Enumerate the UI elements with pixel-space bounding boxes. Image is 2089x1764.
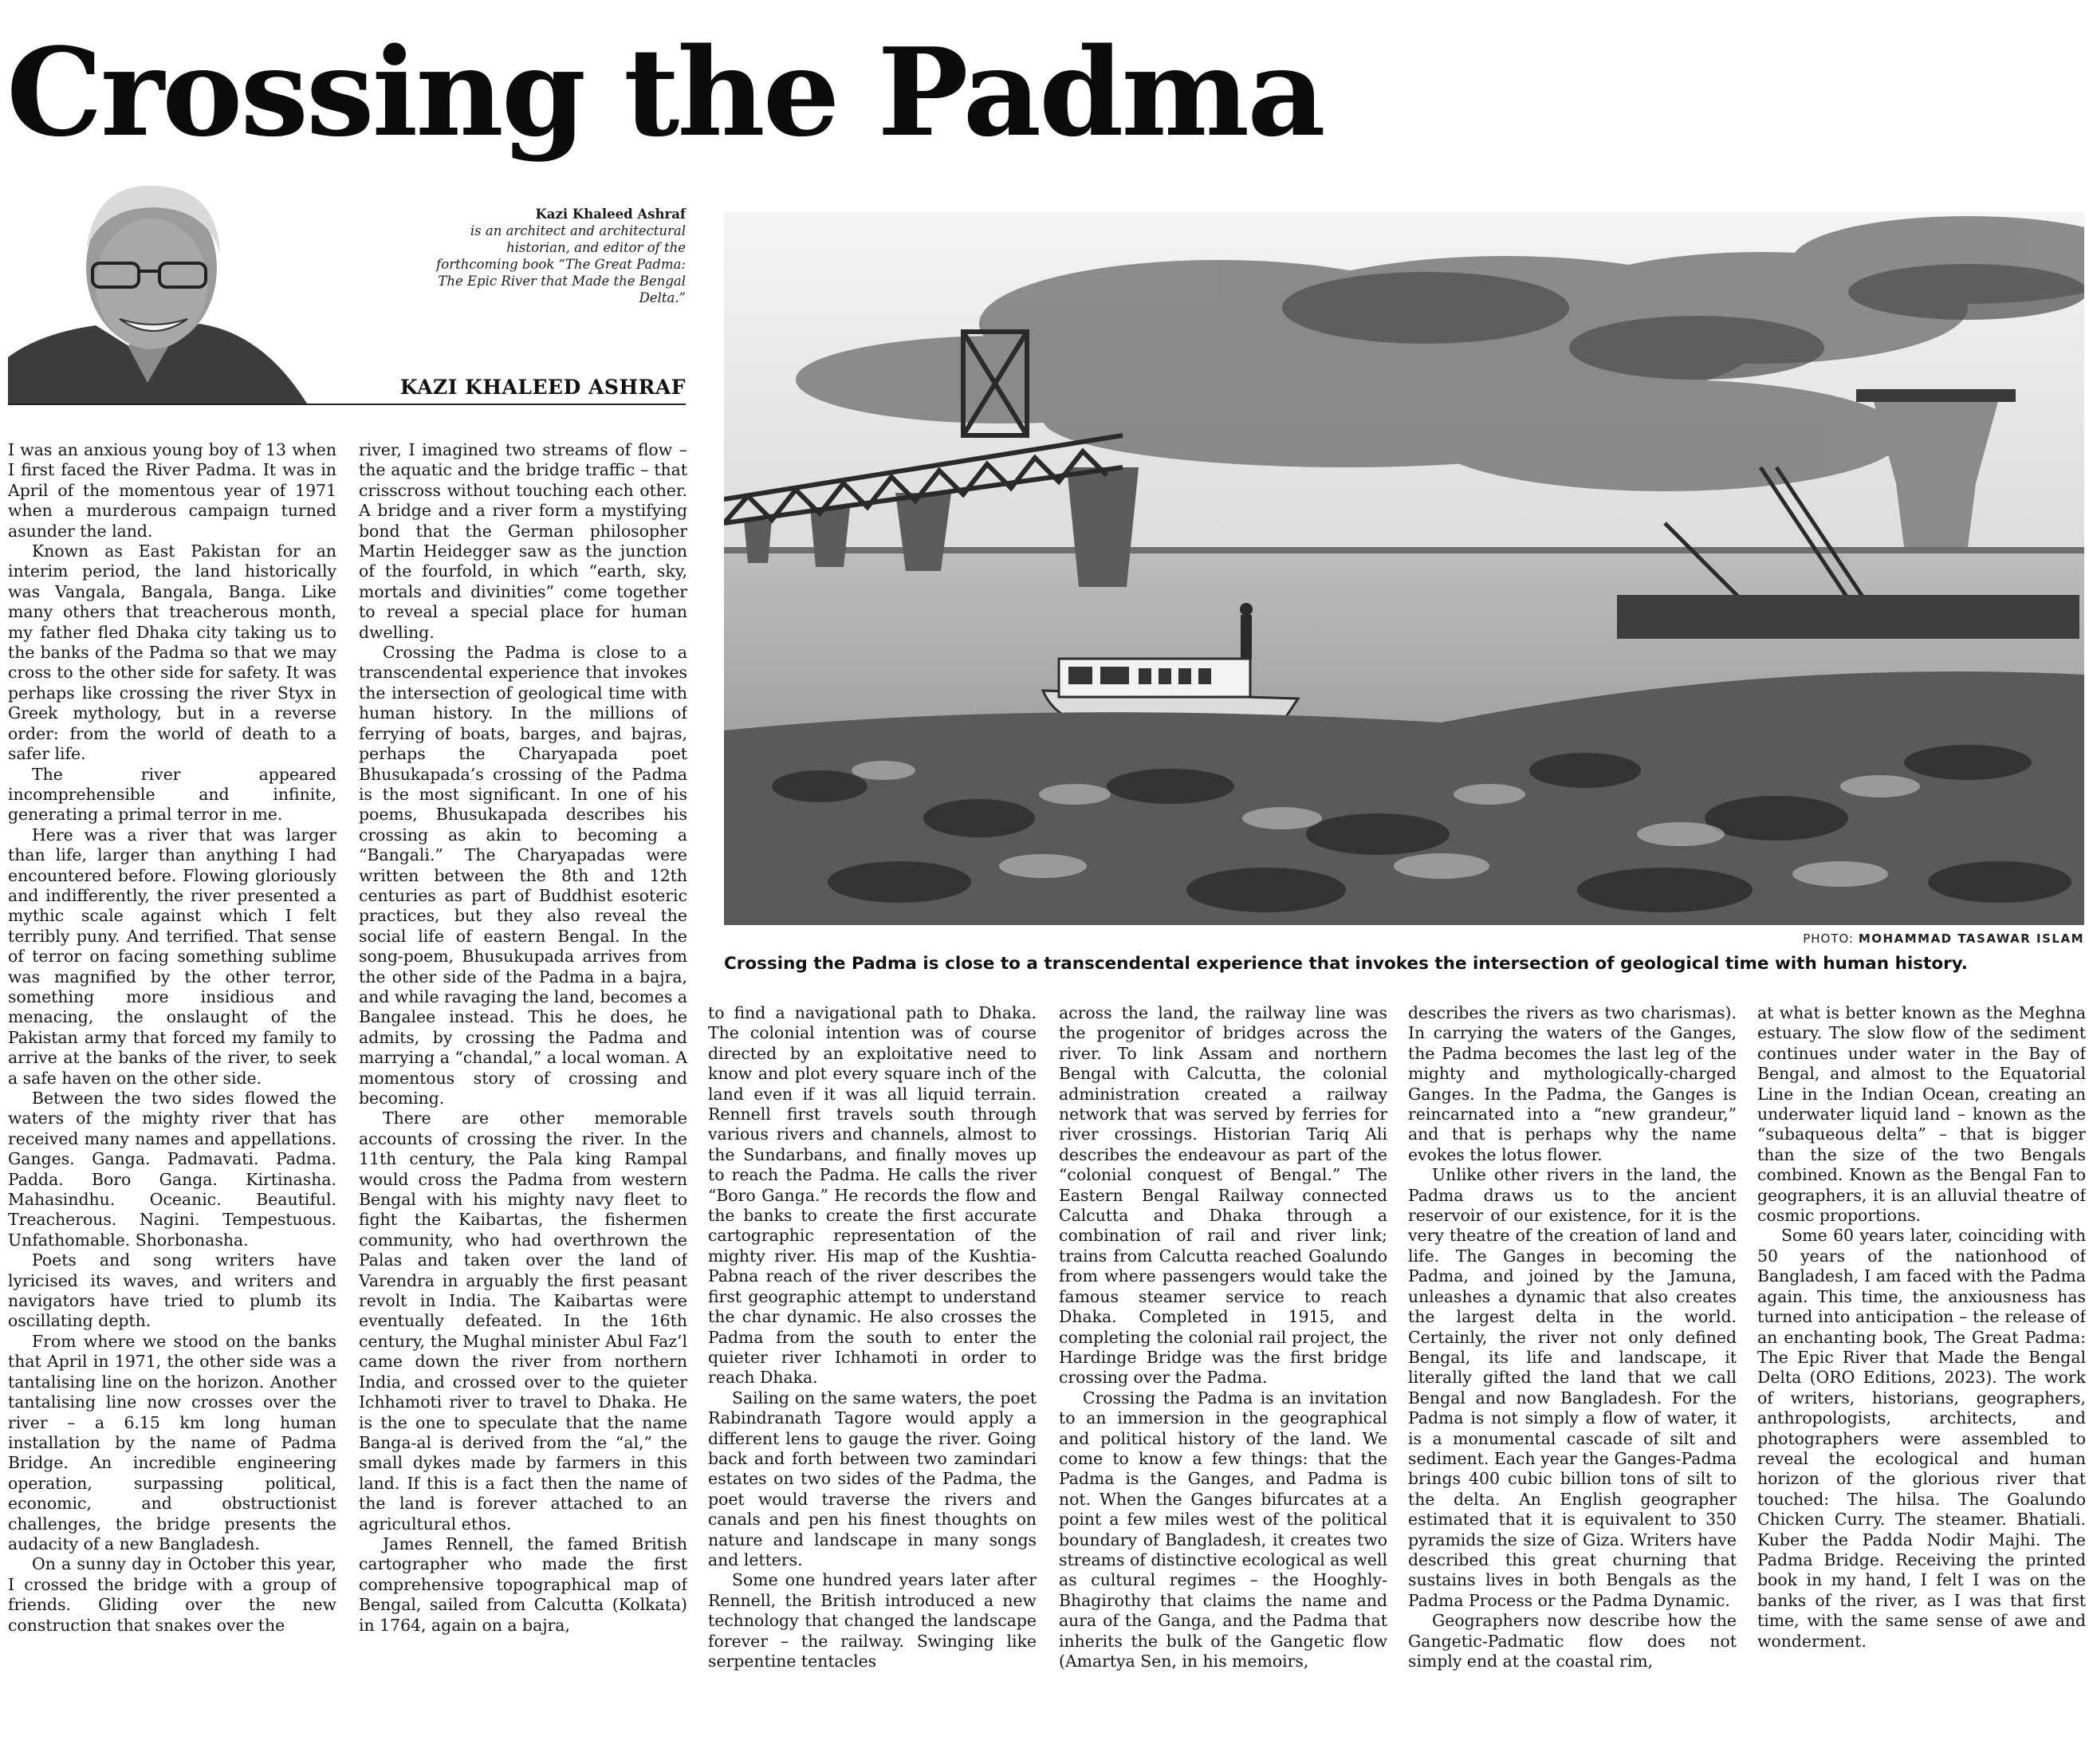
bio-text: is an architect and architectural historian, and editor of the forthcoming book “The Great Padma: The Epic River that Made the Bengal Delta.” [436,223,686,305]
paragraph: Sailing on the same waters, the poet Rabindranath Tagore would apply a different lens to gauge the river. Going back and forth between two zamindari estates on two sides of the Padma, the poet would traverse the rivers and canals and pen his finest thoughts on nature and landscape in many songs and letters. [708,1388,1037,1569]
paragraph: Some 60 years later, coinciding with 50 years of the nationhood of Bangladesh, I am faced with the Padma again. This time, the anxiousness has turned into anticipation – the release of an enchanting book, The Great Padma: The Epic River that Made the Bengal Delta (ORO Editions, 2023). The work of writers, historians, geographers, anthropologists, architects, and photographers were assembled to reveal the ecological and human horizon of the glorious river that touched: The hilsa. The Goalundo Chicken Curry. The steamer. Bhatiali. Kuber the Padda Nodir Majhi. The Padma Bridge. Receiving the printed book in my hand, I felt I was on the banks of the river, as I was that first time, with the same sense of awe and wonderment. [1757,1226,2086,1651]
bio-name: Kazi Khaleed Ashraf [535,207,686,222]
paragraph: at what is better known as the Meghna estuary. The slow flow of the sediment continues under water in the Bay of Bengal, and almost to the Equatorial Line in the Indian Ocean, creating an underwater liquid land – known as the “subaqueous delta” – that is bigger than the size of the two Bengals combined. Known as the Bengal Fan to geographers, it is an alluvial theatre of cosmic proportions. [1757,1003,2086,1226]
credit-name: MOHAMMAD TASAWAR ISLAM [1858,931,2084,946]
paragraph: Poets and song writers have lyricised its waves, and writers and navigators have tried to plumb its oscillating depth. [8,1250,336,1331]
paragraph: Known as East Pakistan for an interim period, the land historically was Vangala, Bangala, Banga. Like many others that treacherous month, my father fled Dhaka city taking us to the banks of the Padma so that we may cross to the other side for safety. It was perhaps like crossing the river Styx in Greek mythology, but in a reverse order: from the world of death to a safer life. [8,541,336,764]
photo-credit [1803,931,2084,946]
paragraph: Crossing the Padma is close to a transcendental experience that invokes the intersection of geological time with human history. In the millions of ferrying of boats, barges, and bajras, perhaps the Charyapada poet Bhusukapada’s crossing of the Padma is the most significant. In one of his poems, Bhusukapada describes his crossing as akin to becoming a “Bangali.” The Charyapadas were written between the 8th and 12th centuries as part of Buddhist esoteric practices, but they also reveal the social life of eastern Bengal. In the song-poem, Bhusukupada arrives from the other side of the Padma in a bajra, and while ravaging the land, becomes a Bangalee instead. This he does, he admits, by crossing the Padma and marrying a “chandal,” a local woman. A momentous story of crossing and becoming. [359,643,687,1108]
headline: Crossing the Padma [6,21,1324,163]
article-column-5 [1408,1003,1737,1756]
paragraph: Unlike other rivers in the land, the Padma draws us to the ancient reservoir of our existence, for it is the very theatre of the creation of land and life. The Ganges in becoming the Padma, and joined by the Jamuna, unleashes a dynamic that also creates the largest delta in the world. Certainly, the river not only defined Bengal, its life and landscape, it literally gifted the land that we call Bengal and now Bangladesh. For the Padma is not simply a flow of water, it is a monumental cascade of silt and sediment. Each year the Ganges-Padma brings 400 cubic billion tons of silt to the delta. An English geographer estimated that it is equivalent to 350 pyramids the size of Giza. Writers have described this great churning that sustains lives in both Bengals as the Padma Process or the Padma Dynamic. [1408,1165,1737,1610]
article-column-6 [1757,1003,2086,1756]
paragraph: Crossing the Padma is an invitation to an immersion in the geographical and political history of the land. We come to know a few things: that the Padma is the Ganges, and Padma is not. When the Ganges bifurcates at a point a few miles west of the political boundary of Bangladesh, it creates two streams of distinctive ecological as well as cultural regimes – the Hooghly-Bhagirothy that claims the name and aura of the Ganga, and the Padma that inherits the bulk of the Gangetic flow (Amartya Sen, in his memoirs, [1059,1388,1387,1671]
byline: KAZI KHALEED ASHRAF [399,376,686,399]
article-column-2 [359,440,687,1756]
paragraph: Here was a river that was larger than life, larger than anything I had encountered before. Flowing gloriously and indifferently, the river presented a mythic scale against which I felt terribly puny. And terrified. That sense of terror on facing something sublime was magnified by the other terror, something more insidious and menacing, the onslaught of the Pakistan army that forced my family to arrive at the banks of the river, to seek a safe haven on the other side. [8,825,336,1088]
credit-label: PHOTO: [1803,931,1855,946]
author-bio [423,206,686,306]
paragraph: I was an anxious young boy of 13 when I first faced the River Padma. It was in April of the momentous year of 1971 when a murderous campaign turned asunder the land. [8,440,336,541]
paragraph: The river appeared incomprehensible and infinite, generating a primal terror in me. [8,764,336,825]
paragraph: to find a navigational path to Dhaka. The colonial intention was of course directed by an exploitative need to know and plot every square inch of the land even if it was all liquid terrain. Rennell first travels south through various rivers and channels, almost to the Sundarbans, and finally moves up to reach the Padma. He calls the river “Boro Ganga.” He records the flow and the banks to create the first accurate cartographic representation of the mighty river. His map of the Kushtia-Pabna reach of the river describes the first geographic attempt to understand the char dynamic. He also crosses the Padma from the south to enter the quieter river Ichhamoti in order to reach Dhaka. [708,1003,1037,1388]
paragraph: On a sunny day in October this year, I crossed the bridge with a group of friends. Gliding over the new construction that snakes over the [8,1554,336,1635]
main-photo [724,212,2084,925]
byline-rule [8,404,686,405]
article-column-1 [8,440,336,1756]
bridge-photo-illustration [724,212,2084,925]
paragraph: across the land, the railway line was the progenitor of bridges across the river. To link Assam and northern Bengal with Calcutta, the colonial administration created a railway network that was served by ferries for river crossings. Historian Tariq Ali describes the endeavour as part of the “colonial conquest of Bengal.” The Eastern Bengal Railway connected Calcutta and Dhaka through a combination of rail and river link; trains from Calcutta reached Goalundo from where passengers would take the famous steamer service to reach Dhaka. Completed in 1915, and completing the colonial rail project, the Hardinge Bridge was the first bridge crossing over the Padma. [1059,1003,1387,1388]
author-portrait [8,174,311,404]
paragraph: There are other memorable accounts of crossing the river. In the 11th century, the Pala king Rampal would cross the Padma from western Bengal with his mighty navy fleet to fight the Kaibartas, the fishermen community, who had overthrown the Palas and taken over the land of Varendra in arguably the first peasant revolt in India. The Kaibartas were eventually defeated. In the 16th century, the Mughal minister Abul Faz’l came down the river from northern India, and crossed over to the quieter Ichhamoti river to travel to Dhaka. He is the one to speculate that the name Banga-al is derived from the “al,” the small dykes made by farmers in this land. If this is a fact then the name of the land is forever attached to an agricultural ethos. [359,1108,687,1534]
photo-caption: Crossing the Padma is close to a transcendental experience that invokes the intersection of geological time with human history. [724,954,1968,974]
paragraph: river, I imagined two streams of flow – the aquatic and the bridge traffic – that crisscross without touching each other. A bridge and a river form a mystifying bond that the German philosopher Martin Heidegger saw as the junction of the fourfold, in which “earth, sky, mortals and divinities” come together to reveal a special place for human dwelling. [359,440,687,642]
paragraph: Some one hundred years later after Rennell, the British introduced a new technology that changed the landscape forever – the railway. Swinging like serpentine tentacles [708,1570,1037,1671]
paragraph: Geographers now describe how the Gangetic-Padmatic flow does not simply end at the coastal rim, [1408,1611,1737,1671]
author-block [8,174,686,405]
paragraph: From where we stood on the banks that April in 1971, the other side was a tantalising line on the horizon. Another tantalising line now crosses over the river – a 6.15 km long human installation by the name of Padma Bridge. An incredible engineering operation, surpassing political, economic, and obstructionist challenges, the bridge presents the audacity of a new Bangladesh. [8,1331,336,1553]
article-column-4 [1059,1003,1387,1756]
paragraph: James Rennell, the famed British cartographer who made the first comprehensive topographical map of Bengal, sailed from Calcutta (Kolkata) in 1764, again on a bajra, [359,1534,687,1635]
article-column-3 [708,1003,1037,1756]
paragraph: describes the rivers as two charismas). In carrying the waters of the Ganges, the Padma becomes the last leg of the mighty and mythologically-charged Ganges. In the Padma, the Ganges is reincarnated into a “new grandeur,” and that is perhaps why the name evokes the lotus flower. [1408,1003,1737,1164]
paragraph: Between the two sides flowed the waters of the mighty river that has received many names and appellations. Ganges. Ganga. Padmavati. Padma. Padda. Boro Ganga. Kirtinasha. Mahasindhu. Oceanic. Beautiful. Treacherous. Nagini. Tempestuous. Unfathomable. Shorbonasha. [8,1089,336,1250]
